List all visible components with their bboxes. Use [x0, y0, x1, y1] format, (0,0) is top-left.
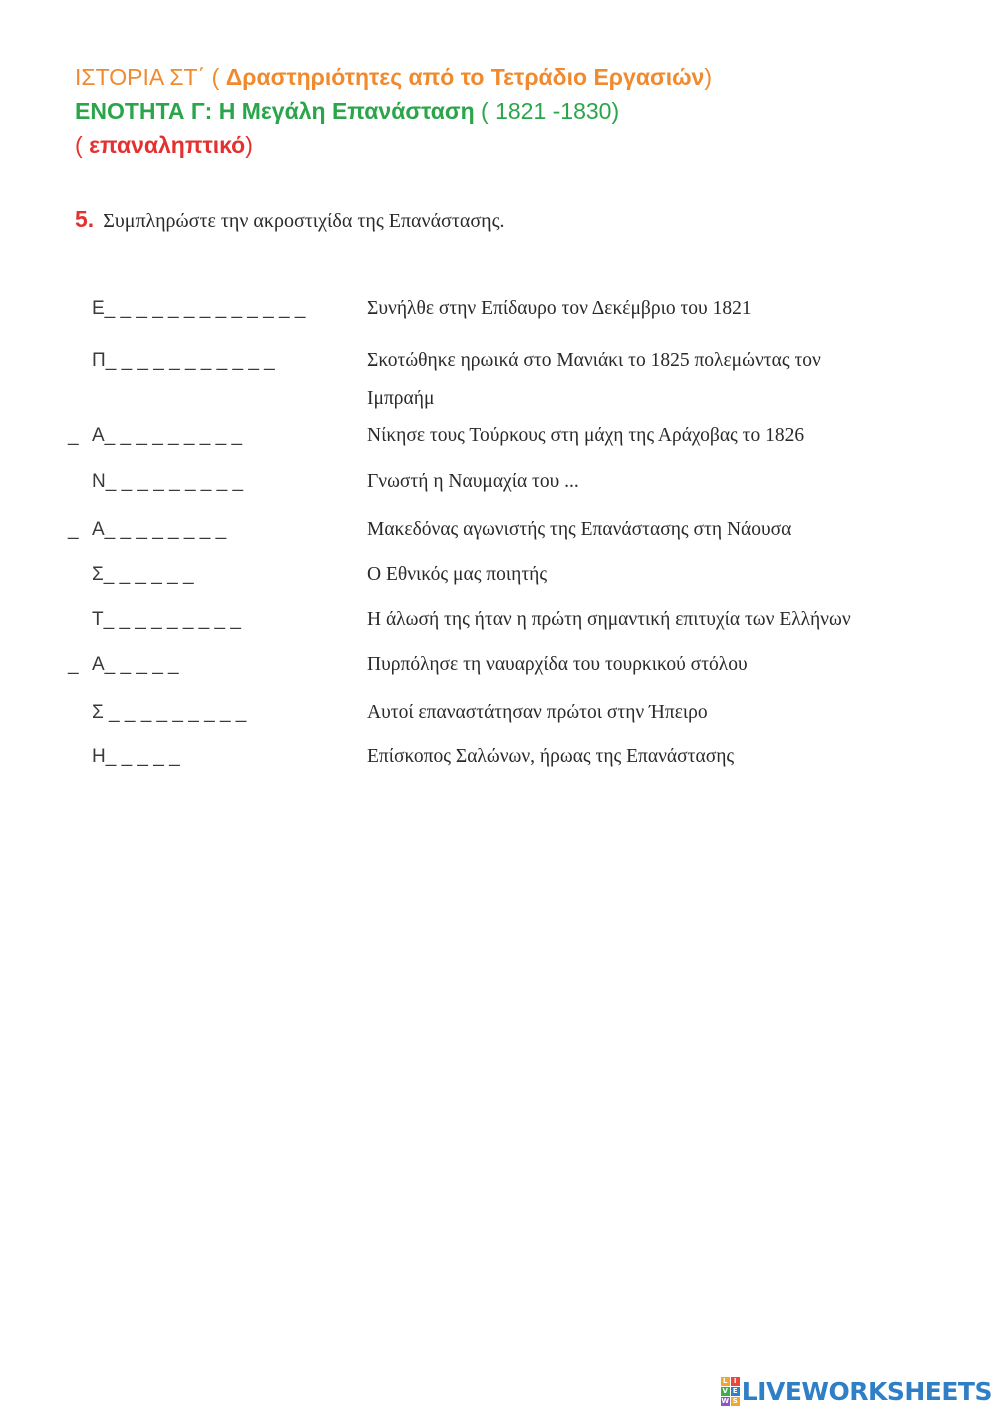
header-line-unit: [75, 94, 975, 128]
exercise-text: Συμπληρώστε την ακροστιχίδα της Επανάστασης.: [103, 210, 505, 232]
answer-blank[interactable]: [68, 417, 358, 455]
clue-text: Επίσκοπος Σαλώνων, ήρωας της Επανάστασης: [367, 746, 735, 767]
paren-open: (: [75, 132, 90, 158]
clue-text: Σκοτώθηκε ηρωικά στο Μανιάκι το 1825 πολεμώντας τον Ιμπραήμ: [367, 350, 821, 409]
answer-blank[interactable]: [68, 556, 358, 594]
clue-text: Μακεδόνας αγωνιστής της Επανάστασης στη Νάουσα: [367, 519, 792, 540]
liveworksheets-logo[interactable]: [721, 1375, 992, 1407]
paren-close: ): [245, 132, 253, 158]
answer-letters: Ν_ _ _ _ _ _ _ _ _: [92, 471, 244, 492]
clue-text: Νίκησε τους Τούρκους στη μάχη της Αράχοβας το 1826: [367, 425, 805, 446]
paren-open: (: [211, 64, 226, 90]
paren-close: ): [704, 64, 712, 90]
worksheet-type: επαναληπτικό: [89, 132, 246, 158]
answer-blank[interactable]: [68, 646, 358, 684]
answer-letters: Α_ _ _ _ _: [92, 654, 179, 675]
header-line-subject: [75, 60, 975, 94]
answer-letters: Σ_ _ _ _ _ _: [92, 564, 194, 585]
answer-letters: Α_ _ _ _ _ _ _ _ _: [92, 425, 243, 446]
answer-blank[interactable]: [68, 342, 358, 380]
logo-letter: S: [732, 1396, 738, 1405]
leading-blank: _: [68, 654, 79, 675]
logo-letter: I: [731, 1377, 740, 1386]
clue-text: Αυτοί επαναστάτησαν πρώτοι στην Ήπειρο: [367, 702, 708, 723]
answer-blank[interactable]: [68, 694, 358, 732]
clue-text: Πυρπόλησε τη ναυαρχίδα του τουρκικού στόλου: [367, 654, 748, 675]
answer-blank[interactable]: [68, 738, 358, 776]
answer-letters: Ε_ _ _ _ _ _ _ _ _ _ _ _ _: [92, 298, 306, 319]
brand-name: LIVEWORKSHEETS: [741, 1376, 992, 1406]
answer-blank[interactable]: [68, 601, 358, 639]
header-line-type: [75, 128, 975, 162]
answer-blank[interactable]: [68, 463, 358, 501]
logo-grid-icon: [721, 1377, 740, 1406]
subject-title: ΙΣΤΟΡΙΑ ΣΤ΄: [75, 64, 212, 90]
logo-letter: E: [731, 1387, 740, 1396]
answer-blank[interactable]: [68, 511, 358, 549]
exercise-instruction: [75, 206, 505, 233]
clue-text: Η άλωσή της ήταν η πρώτη σημαντική επιτυχία των Ελλήνων: [367, 609, 851, 630]
logo-letter: L: [721, 1377, 730, 1386]
answer-letters: Η_ _ _ _ _: [92, 746, 180, 767]
leading-blank: _: [68, 519, 79, 540]
leading-blank: _: [68, 425, 79, 446]
unit-years: ( 1821 -1830): [481, 98, 620, 124]
clue-text: Γνωστή η Ναυμαχία του ...: [367, 471, 579, 492]
logo-letter: V: [722, 1386, 728, 1395]
exercise-number: 5.: [75, 206, 95, 232]
worksheet-header: [75, 60, 975, 162]
clue-text: Συνήλθε στην Επίδαυρο τον Δεκέμβριο του 1821: [367, 298, 752, 319]
answer-letters: Π_ _ _ _ _ _ _ _ _ _ _: [92, 350, 275, 371]
answer-letters: Α_ _ _ _ _ _ _ _: [92, 519, 227, 540]
subject-subtitle: Δραστηριότητες από το Τετράδιο Εργασιών: [225, 64, 705, 90]
unit-title: ΕΝΟΤΗΤΑ Γ: Η Μεγάλη Επανάσταση: [75, 98, 482, 124]
logo-letter: W: [721, 1396, 730, 1405]
answer-letters: Σ _ _ _ _ _ _ _ _ _: [92, 702, 247, 723]
clue-text: Ο Εθνικός μας ποιητής: [367, 564, 548, 585]
answer-blank[interactable]: [68, 290, 358, 328]
answer-letters: Τ_ _ _ _ _ _ _ _ _: [92, 609, 241, 630]
